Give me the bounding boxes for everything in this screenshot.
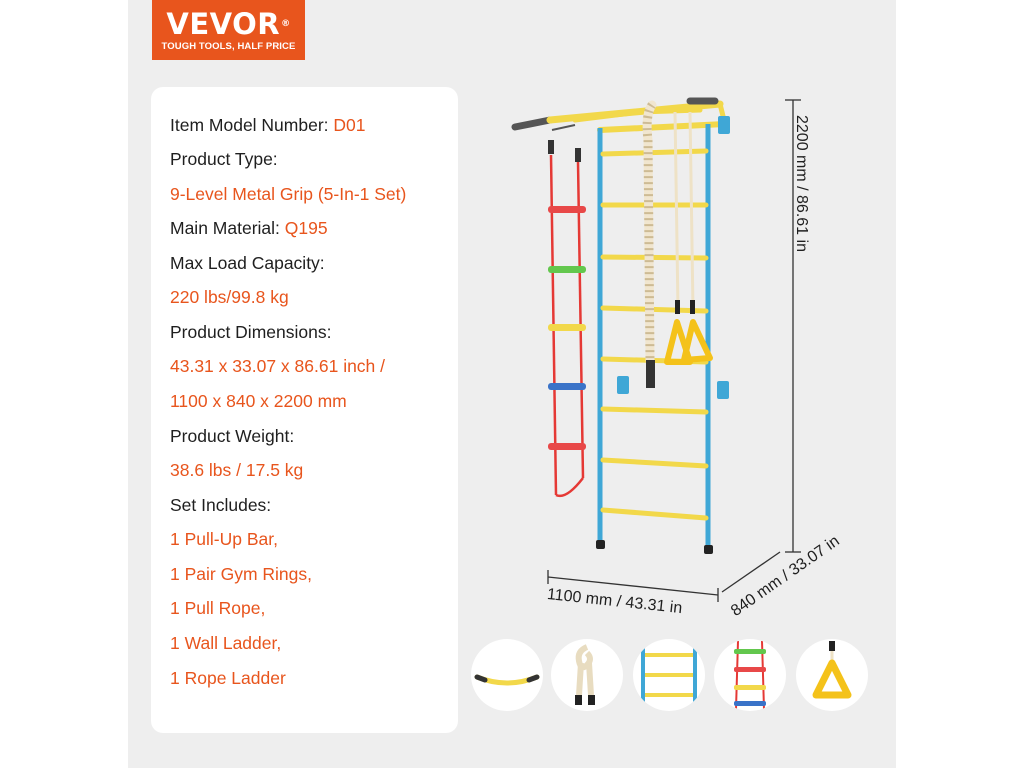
thumb-wall-ladder bbox=[633, 639, 705, 711]
spec-dimensions-label: Product Dimensions: bbox=[170, 322, 332, 342]
spec-weight-value: 38.6 lbs / 17.5 kg bbox=[170, 460, 304, 480]
includes-item: 1 Pull Rope, bbox=[170, 598, 266, 618]
pull-up-bar-icon bbox=[471, 639, 543, 711]
spec-material bbox=[170, 217, 328, 239]
spec-type-value: 9-Level Metal Grip (5-In-1 Set) bbox=[170, 184, 407, 204]
registered-mark: ® bbox=[281, 19, 291, 29]
includes-item: 1 Wall Ladder, bbox=[170, 633, 282, 653]
spec-dimensions-value-1: 43.31 x 33.07 x 86.61 inch / bbox=[170, 356, 386, 376]
spec-includes-label: Set Includes: bbox=[170, 495, 272, 515]
spec-dimensions-value-2: 1100 x 840 x 2200 mm bbox=[170, 391, 347, 411]
thumb-gym-ring bbox=[796, 639, 868, 711]
spec-type-label: Product Type: bbox=[170, 149, 278, 169]
pull-rope-icon bbox=[551, 639, 623, 711]
height-dimension-label: 2200 mm / 86.61 in bbox=[793, 115, 810, 252]
ladder-icon bbox=[633, 639, 705, 711]
spec-load-label: Max Load Capacity: bbox=[170, 253, 325, 273]
includes-item: 1 Pair Gym Rings, bbox=[170, 564, 312, 584]
brand-name: VEVOR bbox=[166, 7, 281, 41]
pull-rope bbox=[646, 105, 655, 388]
thumb-pull-rope bbox=[551, 639, 623, 711]
pull-up-bar bbox=[515, 101, 725, 130]
spec-model bbox=[170, 114, 366, 136]
spec-load-value: 220 lbs/99.8 kg bbox=[170, 287, 289, 307]
gym-ring-icon bbox=[796, 639, 868, 711]
brand-tagline: TOUGH TOOLS, HALF PRICE bbox=[161, 41, 296, 52]
thumb-pull-up-bar bbox=[471, 639, 543, 711]
spec-label: Main Material: bbox=[170, 218, 280, 238]
rope-ladder-icon bbox=[714, 639, 786, 711]
brand-logo bbox=[152, 0, 305, 60]
rope-ladder bbox=[548, 125, 586, 496]
spec-value: D01 bbox=[333, 115, 366, 135]
includes-item: 1 Rope Ladder bbox=[170, 668, 286, 688]
spec-label: Item Model Number: bbox=[170, 115, 329, 135]
includes-item: 1 Pull-Up Bar, bbox=[170, 529, 278, 549]
spec-weight-label: Product Weight: bbox=[170, 426, 295, 446]
spec-value: Q195 bbox=[284, 218, 328, 238]
depth-dimension-label: 840 mm / 33.07 in bbox=[728, 532, 843, 620]
width-dimension-label: 1100 mm / 43.31 in bbox=[546, 586, 684, 618]
ladder-feet bbox=[596, 540, 713, 554]
thumb-rope-ladder bbox=[714, 639, 786, 711]
